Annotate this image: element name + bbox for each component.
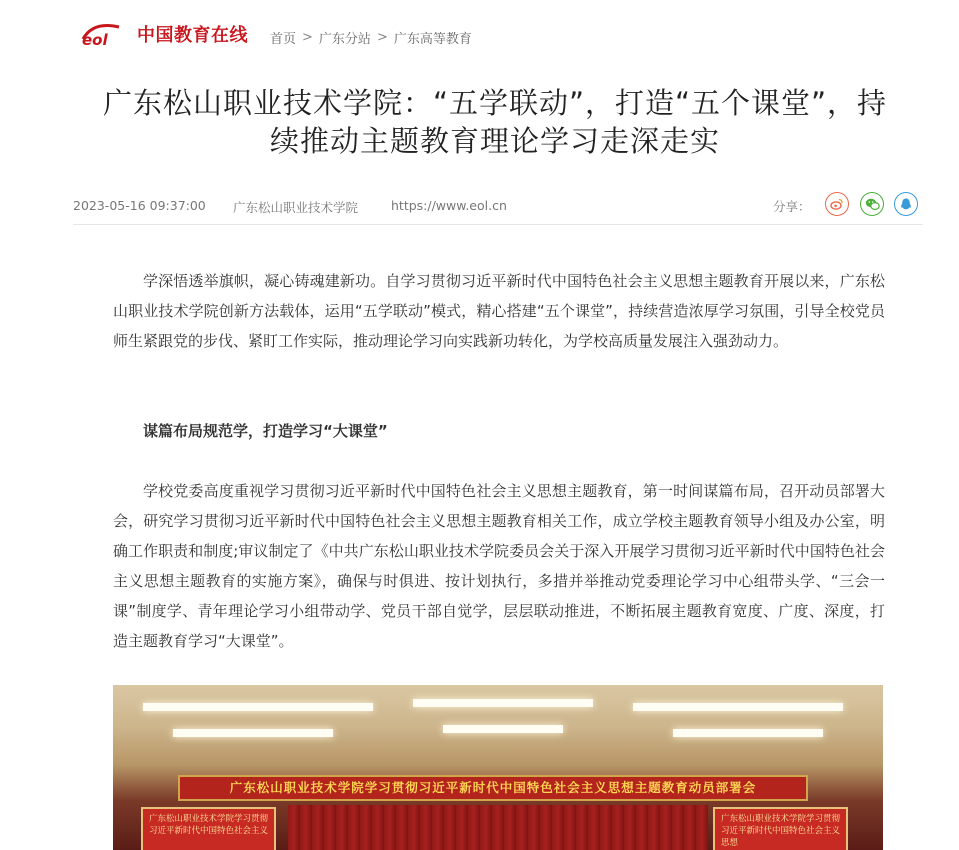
ceiling-light: [673, 729, 823, 737]
screen-right: 广东松山职业技术学院学习贯彻习近平新时代中国特色社会主义思想: [713, 807, 848, 850]
screen-left: 广东松山职业技术学院学习贯彻习近平新时代中国特色社会主义: [141, 807, 276, 850]
share-label: 分享：: [773, 199, 811, 214]
article-source: 广东松山职业技术学院: [233, 200, 359, 215]
ceiling-light: [443, 725, 563, 733]
site-logo-text: 中国教育在线: [137, 25, 248, 46]
article-meta: [73, 188, 923, 225]
share-weibo-button[interactable]: [825, 192, 849, 216]
article-title: 广东松山职业技术学院：“五学联动”，打造“五个课堂”，持续推动主题教育理论学习走深走实: [102, 86, 888, 158]
ceiling-light: [633, 703, 843, 711]
article-photo: [113, 685, 883, 850]
stage-curtain: [288, 805, 708, 850]
share-qq-button[interactable]: [894, 192, 918, 216]
ceiling-light: [173, 729, 333, 737]
share-wechat-button[interactable]: [860, 192, 884, 216]
meeting-banner: 广东松山职业技术学院学习贯彻习近平新时代中国特色社会主义思想主题教育动员部署会: [178, 775, 808, 801]
article-subheading: 谋篇布局规范学，打造学习“大课堂”: [143, 422, 388, 440]
publish-date: 2023-05-16 09:37:00: [73, 198, 206, 213]
breadcrumb-home[interactable]: 首页: [270, 32, 297, 47]
site-logo[interactable]: [79, 18, 248, 50]
ceiling-light: [413, 699, 593, 707]
breadcrumb-higher-education[interactable]: 广东高等教育: [393, 32, 472, 47]
article-paragraph: 学校党委高度重视学习贯彻习近平新时代中国特色社会主义思想主题教育，第一时间谋篇布局，召开动员部署大会，研究学习贯彻习近平新时代中国特色社会主义思想主题教育相关工作，成立学校主题教育领导小组及办公室，明确工作职责和制度;审议制定了《中共广东松山职业技术学院委员会关于深入开展学习贯彻习近平新时代中国特色社会主义思想主题教育的实施方案》，确保与时俱进、按计划执行，多措并举推动党委理论学习中心组带头学、“三会一课”制度学、青年理论学习小组带动学、党员干部自觉学，层层联动推进，不断拓展主题教育宽度、广度、深度，打造主题教育学习“大课堂”。: [113, 482, 885, 650]
source-url[interactable]: https://www.eol.cn: [391, 198, 507, 213]
eol-logo-icon: [79, 19, 131, 49]
qq-icon: [899, 197, 913, 212]
breadcrumb-separator: >: [376, 30, 388, 45]
breadcrumb-guangdong[interactable]: 广东分站: [318, 32, 371, 47]
breadcrumb-separator: >: [302, 30, 313, 45]
wechat-icon: [865, 197, 880, 211]
article-paragraph: 学深悟透举旗帜，凝心铸魂建新功。自学习贯彻习近平新时代中国特色社会主义思想主题教育开展以来，广东松山职业技术学院创新方法载体，运用“五学联动”模式，精心搭建“五个课堂”，持续营造浓厚学习氛围，引导全校党员师生紧跟党的步伐、紧盯工作实际，推动理论学习向实践新功转化，为学校高质量发展注入强劲动力。: [113, 272, 885, 350]
site-header: [0, 0, 959, 70]
weibo-icon: [830, 197, 844, 211]
breadcrumb: [270, 28, 472, 47]
ceiling-light: [143, 703, 373, 711]
svg-text:eol: eol: [82, 31, 108, 49]
